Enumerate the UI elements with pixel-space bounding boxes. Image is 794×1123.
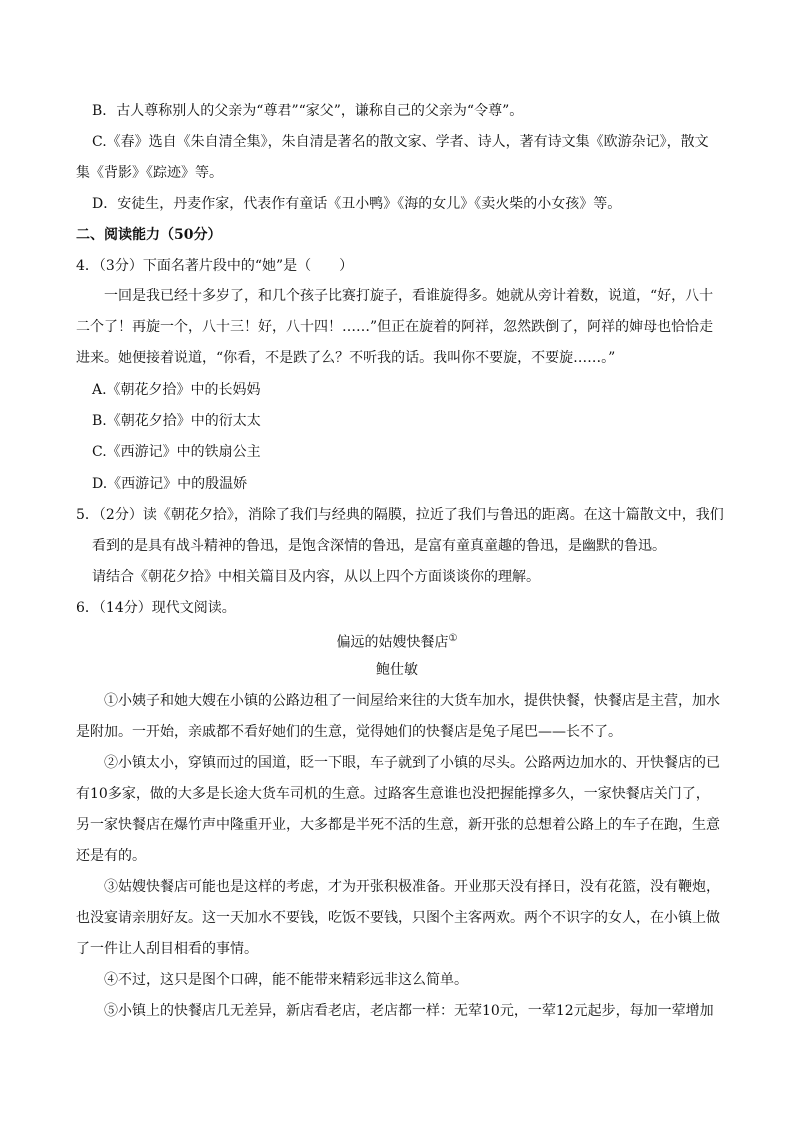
q3-option-d: D．安徒生，丹麦作家，代表作有童话《丑小鸭》《海的女儿》《卖火柴的小女孩》等。 (92, 196, 622, 212)
q4-stem: 4．（3分）下面名著片段中的“她”是（ ） (76, 258, 354, 274)
article-p2-line2: 有10多家，做的大多是长途大货车司机的生意。过路客生意谁也没把握能撑多久，一家快餐店关门了， (76, 786, 710, 802)
q4-option-d: D.《西游记》中的殷温娇 (92, 476, 248, 492)
article-p1-line1: ①小姨子和她大嫂在小镇的公路边租了一间屋给来往的大货车加水，提供快餐，快餐店是主营，加水 (104, 693, 720, 709)
q4-option-b: B.《朝花夕拾》中的衍太太 (92, 413, 261, 429)
q4-option-c: C.《西游记》中的铁扇公主 (92, 444, 261, 460)
article-author: 鲍仕敏 (376, 662, 418, 678)
article-p3-line3: 了一件让人刮目相看的事情。 (76, 941, 258, 957)
article-title-footnote-mark: ① (448, 633, 458, 644)
article-p3-line2: 也没宴请亲朋好友。这一天加水不要钱，吃饭不要钱，只图个主客两欢。两个不识字的女人，在小镇上做 (76, 910, 720, 926)
q4-passage-line2: 二个了！再旋一个，八十三！好，八十四！……”但正在旋着的阿祥，忽然跌倒了，阿祥的婶母也恰恰走 (76, 319, 714, 335)
q5-stem-line2: 看到的是具有战斗精神的鲁迅，是饱含深情的鲁迅，是富有童真童趣的鲁迅，是幽默的鲁迅。 (92, 538, 666, 554)
article-p5-line1: ⑤小镇上的快餐店几无差异，新店看老店，老店都一样：无荤10元，一荤12元起步，每加一荤增加 (104, 1003, 714, 1019)
article-p2-line1: ②小镇太小，穿镇而过的国道，眨一下眼，车子就到了小镇的尽头。公路两边加水的、开快餐店的已 (104, 755, 720, 771)
article-p4: ④不过，这只是图个口碑，能不能带来精彩远非这么简单。 (104, 972, 468, 988)
article-p2-line4: 还是有的。 (76, 848, 146, 864)
q4-passage-line1: 一回是我已经十多岁了，和几个孩子比赛打旋子，看谁旋得多。她就从旁计着数，说道，“好，八十 (104, 288, 714, 304)
q6-stem: 6．（14分）现代文阅读。 (76, 600, 236, 616)
q4-passage-line3: 进来。她便接着说道，“你看，不是跌了么？不听我的话。我叫你不要旋，不要旋……。” (76, 350, 616, 366)
q3-option-c-line1: C.《春》选自《朱自清全集》，朱自清是著名的散文家、学者、诗人，著有诗文集《欧游杂记》，散文 (92, 134, 709, 150)
q3-option-c-line2: 集《背影》《踪迹》等。 (76, 165, 223, 181)
q3-option-b: B．古人尊称别人的父亲为“尊君”“家父”，谦称自己的父亲为“令尊”。 (92, 103, 524, 119)
article-title (0, 629, 794, 653)
q5-stem-line3: 请结合《朝花夕拾》中相关篇目及内容，从以上四个方面谈谈你的理解。 (92, 569, 540, 585)
section-heading: 二、阅读能力（50分） (76, 227, 222, 243)
article-title-text: 偏远的姑嫂快餐店 (336, 634, 449, 651)
article-p1-line2: 是附加。一开始，亲戚都不看好她们的生意，觉得她们的快餐店是兔子尾巴——长不了。 (76, 724, 622, 740)
q4-option-a: A.《朝花夕拾》中的长妈妈 (92, 382, 261, 398)
q5-stem-line1: 5．（2分）读《朝花夕拾》，消除了我们与经典的隔膜，拉近了我们与鲁迅的距离。在这十篇散文中，我们 (76, 507, 724, 523)
article-p3-line1: ③姑嫂快餐店可能也是这样的考虑，才为开张积极准备。开业那天没有择日，没有花篮，没有鞭炮， (104, 879, 720, 895)
article-p2-line3: 另一家快餐店在爆竹声中隆重开业，大多都是半死不活的生意，新开张的总想着公路上的车子在跑，生意 (76, 817, 720, 833)
